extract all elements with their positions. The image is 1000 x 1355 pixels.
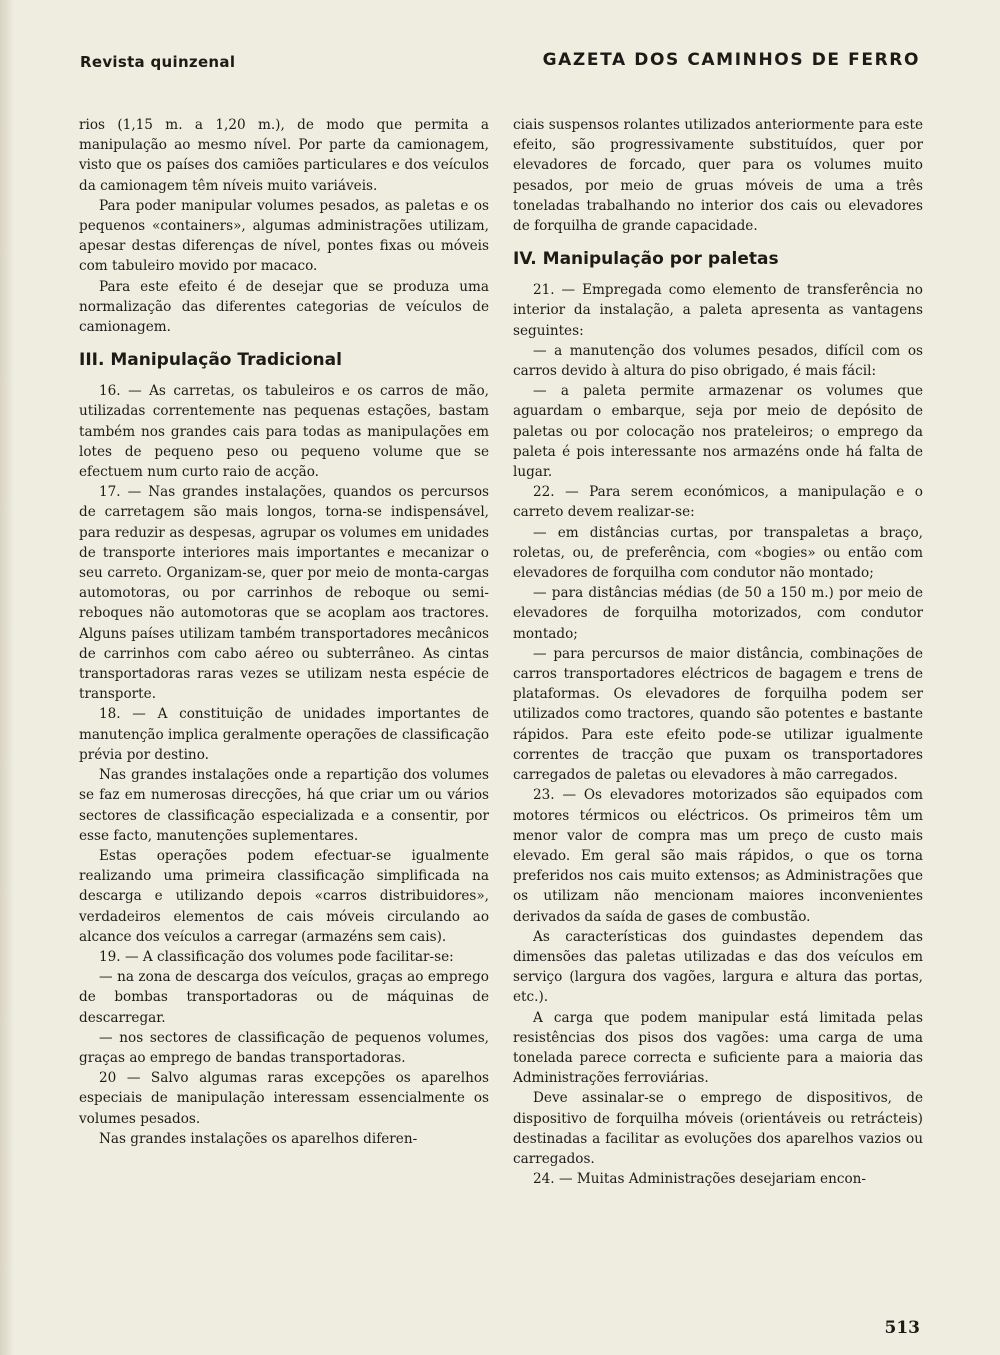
paragraph: ciais suspensos rolantes utilizados anteriormente para este efeito, são progressivamente substituídos, quer por elevadores de forcado, quer para os volumes muito pesados, por meio de gruas móveis de uma a três toneladas trabalhando no interior dos cais ou elevadores de forquilha de grande capacidade. [513, 117, 923, 235]
paragraph: Nas grandes instalações os aparelhos diferen- [99, 1130, 418, 1147]
paragraph: 19. — A classificação dos volumes pode facilitar-se: [99, 948, 454, 965]
paragraph: 16. — As carretas, os tabuleiros e os carros de mão, utilizadas correntemente nas pequenas estações, bastam também nos grandes cais para todas as manipulações em lotes de pequeno peso ou pequeno volume que se efectuem num curto raio de acção. [79, 383, 489, 481]
paragraph: Estas operações podem efectuar-se igualmente realizando uma primeira classificação simplificada na descarga e utilizando depois «carros distribuidores», verdadeiros elementos de cais móveis circulando ao alcance dos veículos a carregar (armazéns sem cais). [79, 847, 489, 945]
left-column [79, 115, 489, 1149]
running-header-title: GAZETA DOS CAMINHOS DE FERRO [542, 50, 920, 70]
paragraph: — para percursos de maior distância, combinações de carros transportadores eléctricos de bagagem e trens de plataformas. Os elevadores de forquilha podem ser utilizados como tractores, quando são potentes e bastante rápidos. Para este efeito pode-se utilizar igualmente correntes de tracção que puxam os transportadores carregados de paletas ou elevadores à mão carregados. [513, 645, 923, 784]
paragraph: As características dos guindastes dependem das dimensões das paletas utilizadas e das dos veículos em serviço (largura dos vagões, largura e altura das portas, etc.). [513, 928, 923, 1006]
paragraph: — nos sectores de classificação de pequenos volumes, graças ao emprego de bandas transportadoras. [79, 1029, 489, 1066]
paragraph: — a manutenção dos volumes pesados, difícil com os carros devido à altura do piso obrigado, é mais fácil: [513, 342, 923, 380]
right-column [513, 115, 923, 1189]
page-number: 513 [884, 1318, 920, 1338]
paragraph: Nas grandes instalações onde a repartição dos volumes se faz em numerosas direcções, há que criar um ou vários sectores de classificação especializada e a consentir, por esse facto, manutenções suplementares. [79, 767, 489, 844]
paragraph: 23. — Os elevadores motorizados são equipados com motores térmicos ou eléctricos. Os primeiros têm um menor valor de compra mas um preço de custo mais elevado. Em geral são mais rápidos, o que os torna preferidos nos cais muito extensos; as Administrações que os utilizam não mencionam maiores inconvenientes derivados da saída de gases de combustão. [513, 787, 923, 925]
paragraph: — a paleta permite armazenar os volumes que aguardam o embarque, seja por meio de depósito de paletas ou por colocação nos prateleiros; o emprego da paleta é pois interessante nos armazéns onde há falta de lugar. [513, 383, 923, 481]
paragraph: — para distâncias médias (de 50 a 150 m.) por meio de elevadores de forquilha motorizados, com condutor montado; [513, 585, 923, 642]
paragraph: 17. — Nas grandes instalações, quandos os percursos de carretagem são mais longos, torna-se indispensável, para reduzir as despesas, agrupar os volumes em unidades de transporte interiores mais importantes e mecanizar o seu carreto. Organizam-se, quer por meio de monta-cargas automotoras, ou por carrinhos de reboque ou semi-reboques não automotoras que se acoplam aos tractores. Alguns países utilizam também transportadores mecânicos de carrinhos com cabo aéreo ou subterrâneo. As cintas transportadoras raras vezes se utilizam nesta espécie de transporte. [79, 484, 489, 703]
paragraph: 20 — Salvo algumas raras excepções os aparelhos especiais de manipulação interessam essencialmente os volumes pesados. [79, 1070, 489, 1127]
paragraph: A carga que podem manipular está limitada pelas resistências dos pisos dos vagões: uma carga de uma tonelada parece correcta e suficiente para a maioria das Administrações ferroviárias. [513, 1009, 923, 1087]
paragraph: 22. — Para serem económicos, a manipulação e o carreto devem realizar-se: [513, 484, 923, 521]
section-heading-iii: III. Manipulação Tradicional [79, 350, 342, 371]
paragraph: Deve assinalar-se o emprego de dispositivos, de dispositivo de forquilha móveis (orientáveis ou retrácteis) destinadas a facilitar as evoluções dos aparelhos vazios ou carregados. [513, 1090, 923, 1167]
running-header-left: Revista quinzenal [80, 53, 236, 71]
section-heading-iv: IV. Manipulação por paletas [513, 249, 779, 270]
paragraph: Para este efeito é de desejar que se produza uma normalização das diferentes categorias de veículos de camionagem. [79, 278, 489, 336]
paragraph: — na zona de descarga dos veículos, graças ao emprego de bombas transportadoras ou de máquinas de descarregar. [79, 969, 489, 1026]
paragraph: Para poder manipular volumes pesados, as paletas e os pequenos «containers», algumas administrações utilizam, apesar destas diferenças de nível, pontes fixas ou móveis com tabuleiro movido por macaco. [79, 197, 489, 275]
page-binding-shadow [0, 0, 14, 1355]
paragraph: rios (1,15 m. a 1,20 m.), de modo que permita a manipulação ao mesmo nível. Por parte da camionagem, visto que os países dos camiões particulares e dos veículos da camionagem têm níveis muito variáveis. [79, 117, 489, 194]
paragraph: — em distâncias curtas, por transpaletas a braço, roletas, ou, de preferência, com «bogies» ou então com elevadores de forquilha com condutor não montado; [513, 524, 923, 582]
paragraph: 18. — A constituição de unidades importantes de manutenção implica geralmente operações de classificação prévia por destino. [79, 706, 489, 763]
paragraph: 21. — Empregada como elemento de transferência no interior da instalação, a paleta apresenta as vantagens seguintes: [513, 282, 923, 339]
paragraph: 24. — Muitas Administrações desejariam encon- [533, 1171, 866, 1188]
